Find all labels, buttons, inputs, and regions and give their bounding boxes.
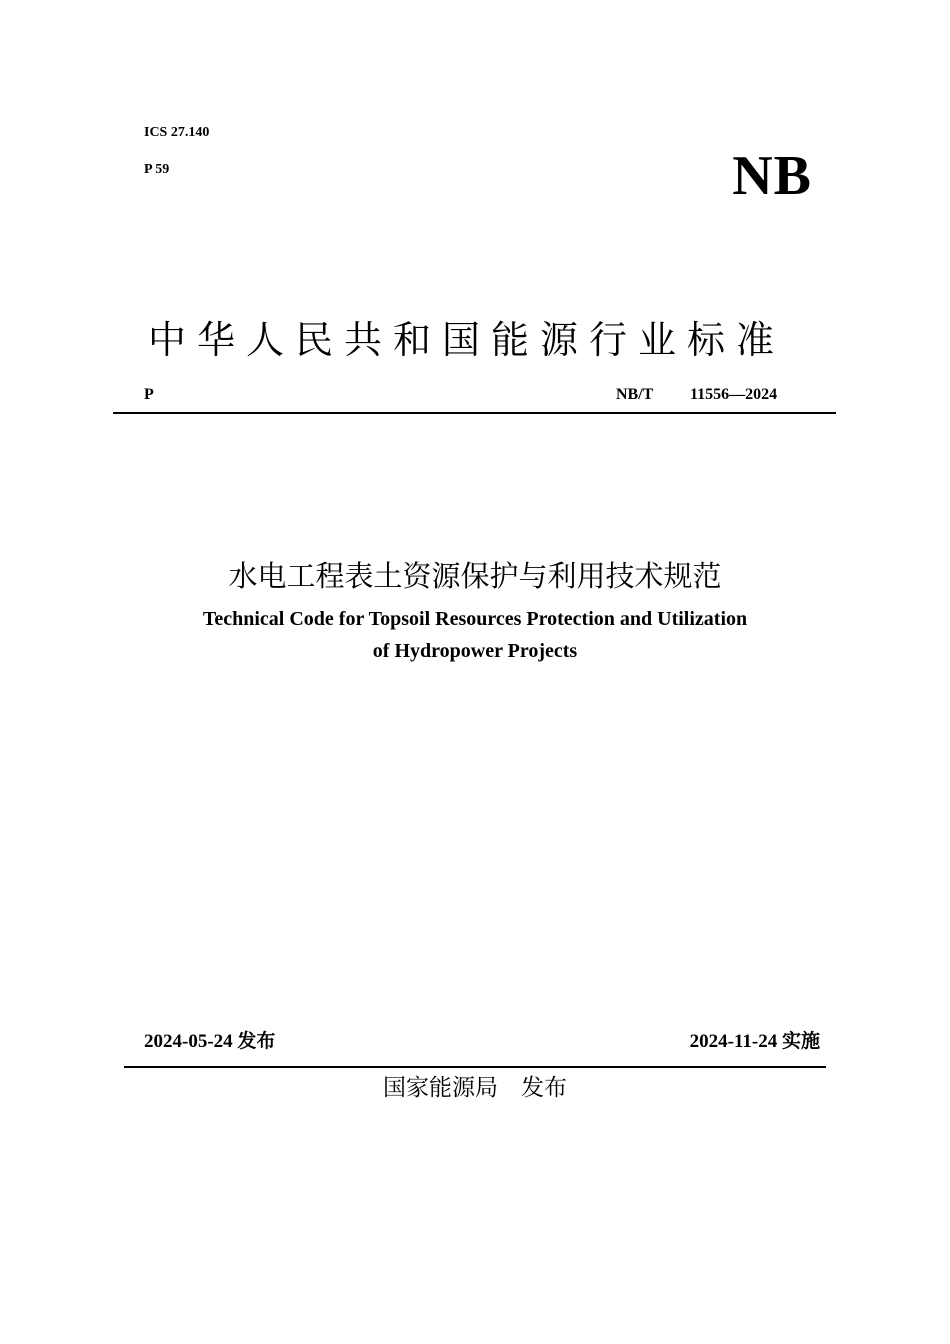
ccs-code: P 59 — [144, 162, 170, 177]
issue-date-block — [144, 1026, 275, 1053]
issue-label: 发布 — [237, 1030, 276, 1052]
implementation-label: 实施 — [781, 1030, 820, 1052]
standard-prefix: NB/T — [616, 386, 654, 403]
implementation-date-block — [690, 1026, 820, 1053]
document-title-english-line1: Technical Code for Topsoil Resources Protection and Utilization — [202, 608, 748, 630]
document-title-english-line2: of Hydropower Projects — [372, 640, 578, 662]
standard-number: 11556—2024 — [690, 386, 778, 403]
footer-divider — [124, 1066, 826, 1068]
industry-standard-title: 中华人民共和国能源行业标准 — [148, 318, 786, 362]
publisher: 国家能源局 发布 — [383, 1075, 567, 1101]
implementation-date: 2024-11-24 — [689, 1031, 778, 1052]
header-divider — [113, 412, 836, 414]
nb-logo: NB — [732, 145, 812, 207]
issue-date: 2024-05-24 — [144, 1031, 233, 1052]
document-title-chinese: 水电工程表土资源保护与利用技术规范 — [228, 559, 722, 593]
ics-code: ICS 27.140 — [144, 125, 210, 140]
filing-code: P — [144, 386, 154, 403]
